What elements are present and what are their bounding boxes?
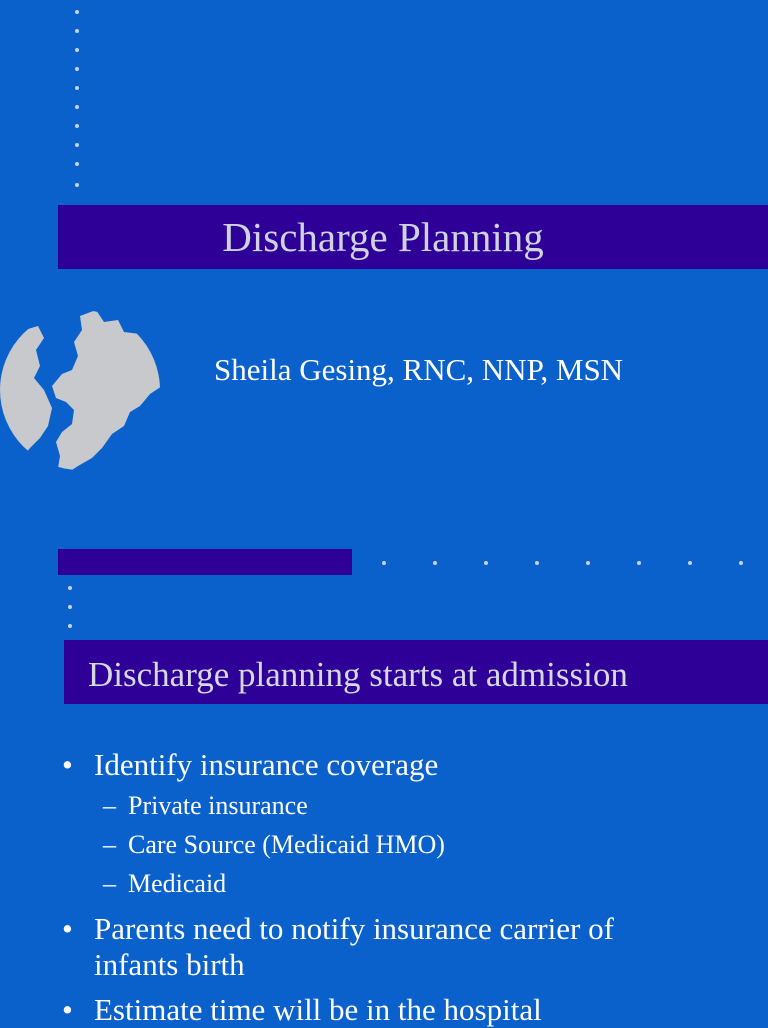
dot [688, 561, 692, 565]
dot [637, 561, 641, 565]
dot [535, 561, 539, 565]
dot [68, 605, 72, 609]
dot [75, 162, 79, 166]
bullet-marker: • [62, 992, 73, 1027]
dot [75, 67, 79, 71]
divider-bar [58, 549, 352, 575]
dot [75, 183, 79, 187]
header-band [64, 640, 768, 704]
slide-header: Discharge planning starts at admission [88, 655, 628, 694]
bullet-text: Estimate time will be in the hospital [94, 992, 542, 1027]
sub-bullet-text: Medicaid [128, 869, 227, 898]
sub-bullet-marker: – [103, 869, 116, 898]
dot [75, 143, 79, 147]
dot [433, 561, 437, 565]
sub-bullet-marker: – [103, 830, 116, 859]
dot [68, 586, 72, 590]
dot [75, 105, 79, 109]
dot [75, 29, 79, 33]
dot [75, 10, 79, 14]
slide-title: Discharge Planning [222, 214, 544, 260]
dot [75, 124, 79, 128]
dot [75, 86, 79, 90]
title-band [58, 205, 768, 269]
dot [586, 561, 590, 565]
dot [68, 624, 72, 628]
slide-subtitle: Sheila Gesing, RNC, NNP, MSN [214, 352, 624, 387]
globe-icon [0, 308, 162, 473]
bullet-text: infants birth [94, 947, 245, 982]
sub-bullet-text: Care Source (Medicaid HMO) [128, 830, 445, 859]
bullet-marker: • [62, 747, 73, 782]
dot [75, 48, 79, 52]
bullet-text: Parents need to notify insurance carrier of [94, 911, 614, 946]
bullet-text: Identify insurance coverage [94, 747, 439, 782]
bullet-marker: • [62, 911, 73, 946]
sub-bullet-marker: – [103, 791, 116, 820]
dot [739, 561, 743, 565]
dot [382, 561, 386, 565]
sub-bullet-text: Private insurance [128, 791, 308, 820]
dot [484, 561, 488, 565]
